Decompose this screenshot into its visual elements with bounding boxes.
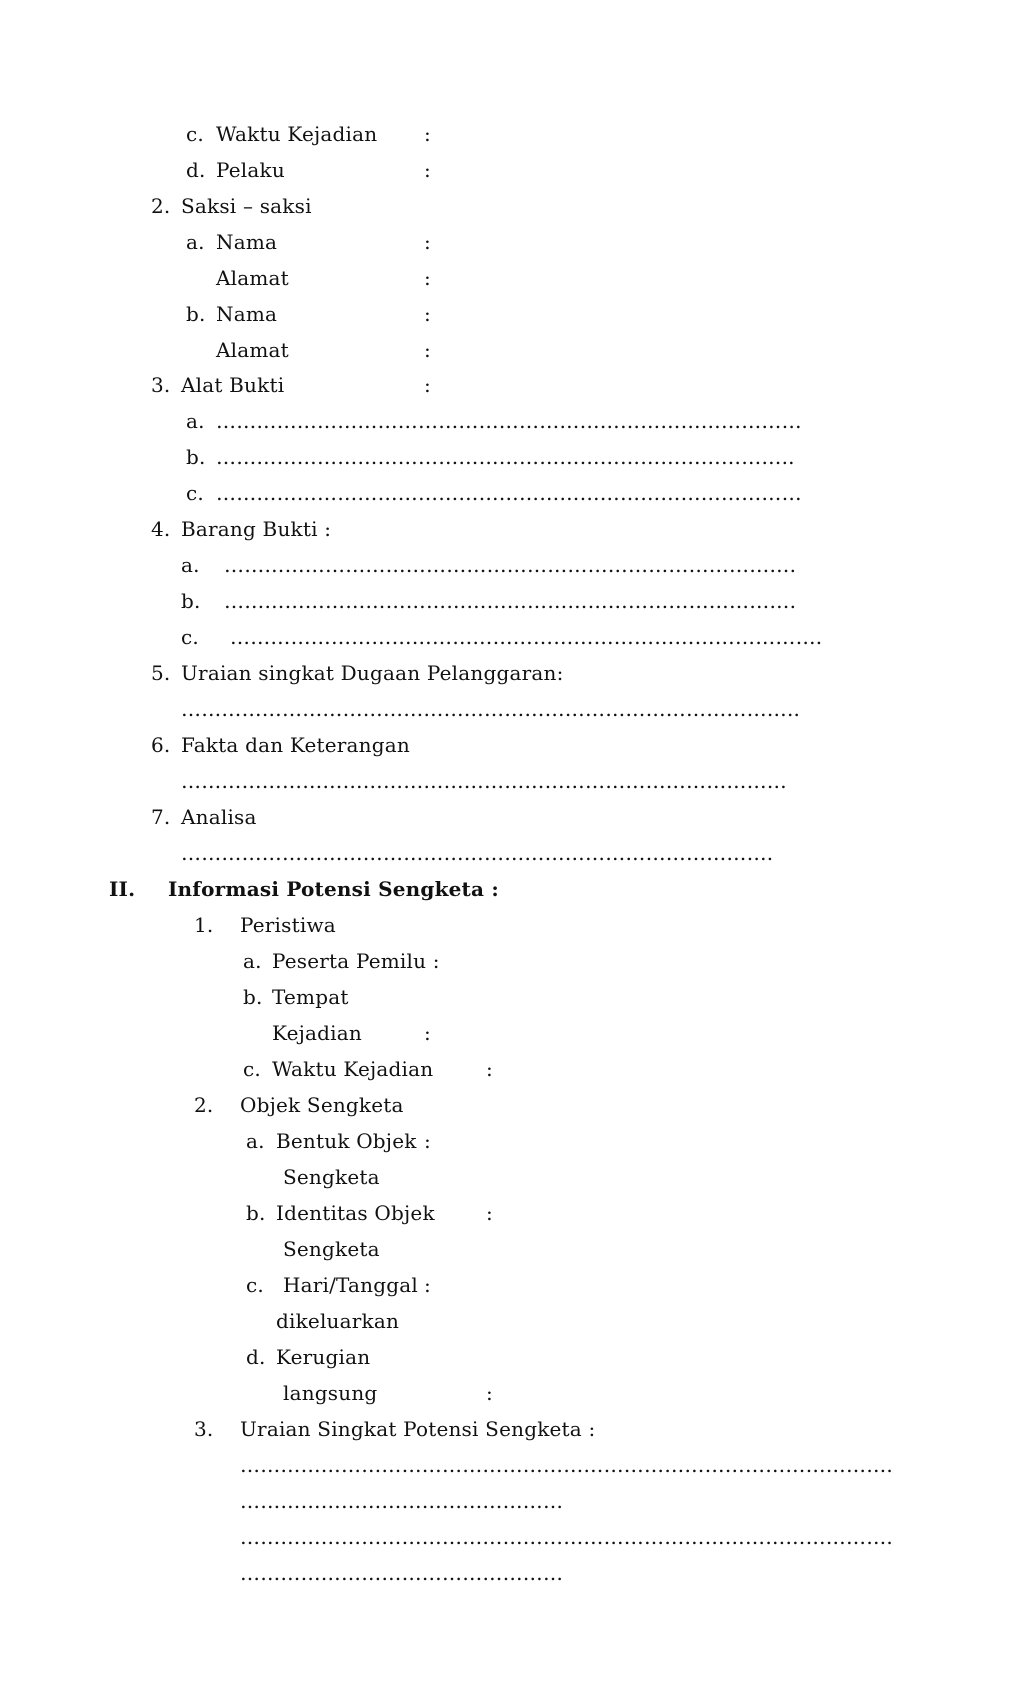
barang-bukti-a-marker: a.: [181, 553, 200, 577]
colon: :: [424, 1129, 431, 1153]
peserta-pemilu-label: Peserta Pemilu :: [272, 949, 440, 973]
colon: :: [486, 1381, 493, 1405]
uraian-heading: Uraian singkat Dugaan Pelanggaran:: [181, 661, 564, 685]
peristiwa-a-marker: a.: [243, 949, 262, 973]
fill-in-dots: …………………………………………: [240, 1489, 564, 1513]
barang-bukti-number: 4.: [151, 517, 171, 541]
barang-bukti-b-marker: b.: [181, 589, 201, 613]
bentuk-objek-label: Bentuk Objek: [276, 1129, 417, 1153]
saksi-b-marker: b.: [186, 302, 206, 326]
fill-in-dots: …………………………………………………………………………..: [216, 445, 795, 469]
alat-bukti-a-marker: a.: [186, 409, 205, 433]
peristiwa-heading: Peristiwa: [240, 913, 336, 937]
fill-in-dots: ………………………………………………………………………….: [224, 553, 797, 577]
colon: :: [424, 302, 431, 326]
fill-in-dots: …………………………………………………………………………………….: [240, 1453, 893, 1477]
colon: :: [424, 266, 431, 290]
colon: :: [424, 122, 431, 146]
analisa-heading: Analisa: [181, 805, 257, 829]
fakta-heading: Fakta dan Keterangan: [181, 733, 410, 757]
colon: :: [486, 1201, 493, 1225]
alamat-label: Alamat: [216, 338, 289, 362]
nama-label: Nama: [216, 302, 278, 326]
fill-in-dots: …………………………………………………………………………………….: [240, 1525, 893, 1549]
colon: :: [424, 230, 431, 254]
barang-bukti-heading: Barang Bukti :: [181, 517, 332, 541]
fill-in-dots: ………………………………………………………………………….: [224, 589, 797, 613]
sengketa-label: Sengketa: [283, 1237, 380, 1261]
fill-in-dots: ……………………………………………………………………………: [216, 409, 802, 433]
pelaku-label: Pelaku: [216, 158, 285, 182]
saksi-heading: Saksi – saksi: [181, 194, 312, 218]
barang-bukti-c-marker: c.: [181, 625, 199, 649]
waktu-kejadian-label: Waktu Kejadian: [272, 1057, 434, 1081]
fill-in-dots: …………………………………………………………………………….: [230, 625, 823, 649]
uraian-number: 5.: [151, 661, 171, 685]
nama-label: Nama: [216, 230, 278, 254]
colon: :: [424, 373, 431, 397]
section-ii-heading: Informasi Potensi Sengketa :: [168, 877, 499, 901]
dikeluarkan-label: dikeluarkan: [276, 1309, 400, 1333]
sengketa-label: Sengketa: [283, 1165, 380, 1189]
objek-c-marker: c.: [246, 1273, 264, 1297]
fill-in-dots: …………………………………………………………………………….: [181, 841, 774, 865]
item-c-marker: c.: [186, 122, 204, 146]
item-d-marker: d.: [186, 158, 206, 182]
colon: :: [424, 1273, 431, 1297]
uraian-potensi-number: 3.: [194, 1417, 214, 1441]
kerugian-label: Kerugian: [276, 1345, 371, 1369]
tempat-label: Tempat: [272, 985, 349, 1009]
fill-in-dots: …………………………………………: [240, 1561, 564, 1585]
alat-bukti-heading: Alat Bukti: [181, 373, 285, 397]
uraian-potensi-heading: Uraian Singkat Potensi Sengketa :: [240, 1417, 596, 1441]
kejadian-label: Kejadian: [272, 1021, 362, 1045]
peristiwa-c-marker: c.: [243, 1057, 261, 1081]
identitas-objek-label: Identitas Objek: [276, 1201, 435, 1225]
alat-bukti-b-marker: b.: [186, 445, 206, 469]
objek-heading: Objek Sengketa: [240, 1093, 404, 1117]
waktu-kejadian-label: Waktu Kejadian: [216, 122, 378, 146]
section-ii-numeral: II.: [109, 877, 136, 901]
fill-in-dots: ………………………………………………………………………………: [181, 769, 787, 793]
colon: :: [424, 158, 431, 182]
analisa-number: 7.: [151, 805, 171, 829]
objek-number: 2.: [194, 1093, 214, 1117]
alat-bukti-c-marker: c.: [186, 481, 204, 505]
saksi-a-marker: a.: [186, 230, 205, 254]
alamat-label: Alamat: [216, 266, 289, 290]
alat-bukti-number: 3.: [151, 373, 171, 397]
fakta-number: 6.: [151, 733, 171, 757]
peristiwa-b-marker: b.: [243, 985, 263, 1009]
hari-tanggal-label: Hari/Tanggal: [283, 1273, 418, 1297]
saksi-number: 2.: [151, 194, 171, 218]
colon: :: [486, 1057, 493, 1081]
colon: :: [424, 1021, 431, 1045]
objek-b-marker: b.: [246, 1201, 266, 1225]
fill-in-dots: ………………………………………………………………………………..: [181, 697, 801, 721]
colon: :: [424, 338, 431, 362]
langsung-label: langsung: [283, 1381, 378, 1405]
peristiwa-number: 1.: [194, 913, 214, 937]
fill-in-dots: ……………………………………………………………………………: [216, 481, 802, 505]
objek-a-marker: a.: [246, 1129, 265, 1153]
objek-d-marker: d.: [246, 1345, 266, 1369]
